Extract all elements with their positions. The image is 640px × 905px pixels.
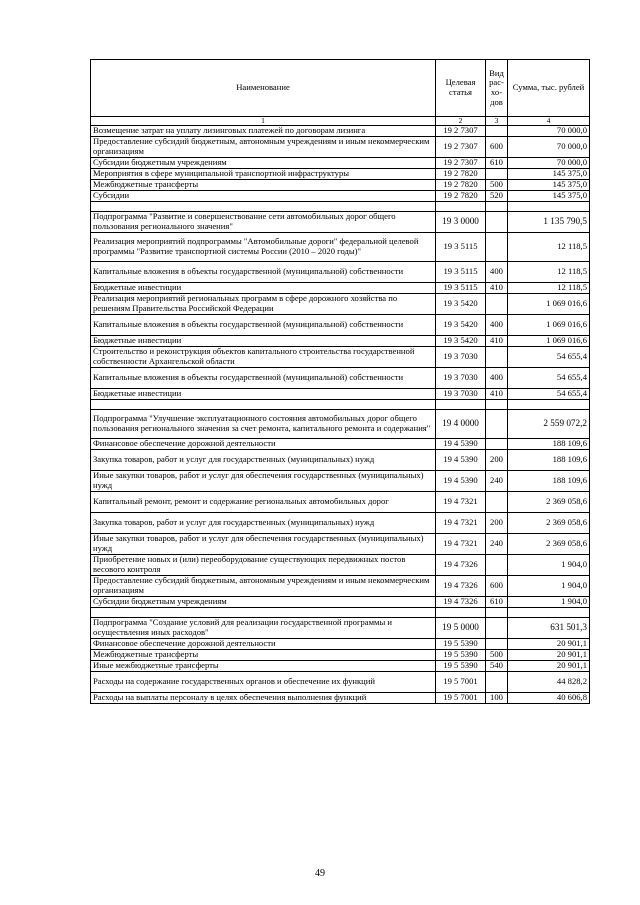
table-row <box>91 576 590 597</box>
row-code: 19 3 5115 <box>436 233 486 262</box>
row-expense-type: 400 <box>486 262 508 283</box>
table-row <box>91 137 590 158</box>
row-expense-type <box>486 639 508 650</box>
row-name: Расходы на содержание государственных органов и обеспечение их функций <box>91 672 436 693</box>
row-sum: 145 375,0 <box>508 180 590 191</box>
row-sum: 54 655,4 <box>508 368 590 389</box>
row-expense-type <box>486 233 508 262</box>
table-row <box>91 262 590 283</box>
row-name: Бюджетные инвестиции <box>91 336 436 347</box>
row-sum: 12 118,5 <box>508 283 590 294</box>
row-code: 19 5 5390 <box>436 639 486 650</box>
row-sum: 40 606,8 <box>508 693 590 704</box>
row-sum: 20 901,1 <box>508 639 590 650</box>
row-name: Подпрограмма "Развитие и совершенствование сети автомобильных дорог общего пользования регионального значения" <box>91 212 436 233</box>
table-row <box>91 661 590 672</box>
row-code: 19 3 7030 <box>436 368 486 389</box>
row-code: 19 4 7321 <box>436 513 486 534</box>
header-expense-type: Вид рас-хо-дов <box>486 60 508 117</box>
row-code: 19 5 7001 <box>436 693 486 704</box>
row-expense-type: 520 <box>486 191 508 202</box>
row-expense-type <box>486 555 508 576</box>
row-sum: 70 000,0 <box>508 126 590 137</box>
page-number: 49 <box>315 868 325 879</box>
table-row <box>91 650 590 661</box>
row-code: 19 2 7820 <box>436 169 486 180</box>
row-expense-type <box>486 212 508 233</box>
row-expense-type: 610 <box>486 158 508 169</box>
row-sum: 188 109,6 <box>508 471 590 492</box>
row-code: 19 5 5390 <box>436 650 486 661</box>
table-row <box>91 283 590 294</box>
row-expense-type <box>486 672 508 693</box>
column-number-row <box>91 117 590 126</box>
subprogram-row <box>91 618 590 639</box>
row-name: Подпрограмма "Создание условий для реализации государственной программы и осуществления иных расходов" <box>91 618 436 639</box>
row-code: 19 3 5420 <box>436 336 486 347</box>
table-row <box>91 158 590 169</box>
row-expense-type <box>486 294 508 315</box>
row-name: Подпрограмма "Улучшение эксплуатационного состояния автомобильных дорог общего пользования регионального значения за счет ремонта, капитального ремонта и содержания" <box>91 410 436 439</box>
row-code: 19 4 7326 <box>436 576 486 597</box>
row-name: Капитальные вложения в объекты государственной (муниципальной) собственности <box>91 262 436 283</box>
row-name: Финансовое обеспечение дорожной деятельности <box>91 439 436 450</box>
row-expense-type <box>486 439 508 450</box>
row-code: 19 2 7820 <box>436 191 486 202</box>
spacer-row <box>91 608 590 618</box>
row-name: Субсидии бюджетным учреждениям <box>91 597 436 608</box>
row-name: Иные межбюджетные трансферты <box>91 661 436 672</box>
row-code: 19 2 7307 <box>436 126 486 137</box>
row-name: Реализация мероприятий региональных программ в сфере дорожного хозяйства по решениям Правительства Российской Федерации <box>91 294 436 315</box>
table-row <box>91 191 590 202</box>
row-code: 19 3 5115 <box>436 262 486 283</box>
table-row <box>91 169 590 180</box>
header-target-article: Целевая статья <box>436 60 486 117</box>
table-row <box>91 672 590 693</box>
row-sum: 2 559 072,2 <box>508 410 590 439</box>
row-sum: 1 069 016,6 <box>508 315 590 336</box>
row-code: 19 4 7321 <box>436 492 486 513</box>
row-sum: 54 655,4 <box>508 389 590 400</box>
row-expense-type <box>486 126 508 137</box>
row-sum: 70 000,0 <box>508 158 590 169</box>
row-code: 19 3 7030 <box>436 389 486 400</box>
row-code: 19 3 0000 <box>436 212 486 233</box>
table-row <box>91 492 590 513</box>
table-row <box>91 534 590 555</box>
row-name: Субсидии бюджетным учреждениям <box>91 158 436 169</box>
row-sum: 20 901,1 <box>508 650 590 661</box>
row-expense-type <box>486 618 508 639</box>
column-number: 4 <box>508 117 590 126</box>
row-name: Субсидии <box>91 191 436 202</box>
row-sum: 2 369 058,6 <box>508 513 590 534</box>
row-code: 19 2 7307 <box>436 158 486 169</box>
row-expense-type: 410 <box>486 283 508 294</box>
row-sum: 1 904,0 <box>508 576 590 597</box>
row-code: 19 2 7307 <box>436 137 486 158</box>
header-sum: Сумма, тыс. рублей <box>508 60 590 117</box>
row-name: Капитальный ремонт, ремонт и содержание региональных автомобильных дорог <box>91 492 436 513</box>
row-expense-type: 100 <box>486 693 508 704</box>
table-row <box>91 389 590 400</box>
row-name: Предоставление субсидий бюджетным, автономным учреждениям и иным некоммерческим организациям <box>91 576 436 597</box>
row-sum: 1 904,0 <box>508 555 590 576</box>
row-expense-type: 500 <box>486 180 508 191</box>
row-sum: 1 135 790,5 <box>508 212 590 233</box>
row-code: 19 3 5420 <box>436 294 486 315</box>
row-code: 19 4 5390 <box>436 439 486 450</box>
row-code: 19 4 7326 <box>436 597 486 608</box>
column-number: 2 <box>436 117 486 126</box>
row-sum: 1 904,0 <box>508 597 590 608</box>
table-row <box>91 450 590 471</box>
row-code: 19 4 0000 <box>436 410 486 439</box>
row-sum: 631 501,3 <box>508 618 590 639</box>
row-name: Бюджетные инвестиции <box>91 283 436 294</box>
table-row <box>91 597 590 608</box>
row-code: 19 2 7820 <box>436 180 486 191</box>
row-code: 19 4 7321 <box>436 534 486 555</box>
row-name: Строительство и реконструкция объектов капитального строительства государственной собственности Архангельской области <box>91 347 436 368</box>
row-sum: 145 375,0 <box>508 191 590 202</box>
row-code: 19 5 0000 <box>436 618 486 639</box>
row-name: Иные закупки товаров, работ и услуг для обеспечения государственных (муниципальных) нужд <box>91 471 436 492</box>
row-sum: 44 828,2 <box>508 672 590 693</box>
table-row <box>91 693 590 704</box>
row-expense-type <box>486 492 508 513</box>
table-row <box>91 126 590 137</box>
column-number: 1 <box>91 117 436 126</box>
row-expense-type: 540 <box>486 661 508 672</box>
row-sum: 1 069 016,6 <box>508 294 590 315</box>
header-name: Наименование <box>91 60 436 117</box>
table-row <box>91 555 590 576</box>
table-header-row <box>91 60 590 117</box>
row-expense-type <box>486 169 508 180</box>
row-code: 19 4 5390 <box>436 450 486 471</box>
row-expense-type: 240 <box>486 471 508 492</box>
column-number: 3 <box>486 117 508 126</box>
row-name: Мероприятия в сфере муниципальной транспортной инфраструктуры <box>91 169 436 180</box>
budget-table <box>90 59 590 704</box>
row-expense-type: 200 <box>486 450 508 471</box>
row-name: Реализация мероприятий подпрограммы "Автомобильные дороги" федеральной целевой программы "Развитие транспортной системы России (2010 – 2020 годы)" <box>91 233 436 262</box>
table-row <box>91 471 590 492</box>
row-code: 19 4 7326 <box>436 555 486 576</box>
table-row <box>91 439 590 450</box>
row-name: Капитальные вложения в объекты государственной (муниципальной) собственности <box>91 315 436 336</box>
spacer-row <box>91 400 590 410</box>
row-sum: 20 901,1 <box>508 661 590 672</box>
row-code: 19 3 7030 <box>436 347 486 368</box>
row-expense-type: 240 <box>486 534 508 555</box>
row-name: Закупка товаров, работ и услуг для государственных (муниципальных) нужд <box>91 513 436 534</box>
row-sum: 188 109,6 <box>508 439 590 450</box>
row-name: Предоставление субсидий бюджетным, автономным учреждениям и иным некоммерческим организациям <box>91 137 436 158</box>
row-name: Финансовое обеспечение дорожной деятельности <box>91 639 436 650</box>
row-name: Приобретение новых и (или) переоборудование существующих передвижных постов весового контроля <box>91 555 436 576</box>
row-expense-type: 600 <box>486 137 508 158</box>
row-expense-type: 200 <box>486 513 508 534</box>
row-sum: 54 655,4 <box>508 347 590 368</box>
row-code: 19 4 5390 <box>436 471 486 492</box>
table-row <box>91 233 590 262</box>
table-row <box>91 336 590 347</box>
row-code: 19 3 5420 <box>436 315 486 336</box>
row-name: Межбюджетные трансферты <box>91 650 436 661</box>
row-code: 19 5 7001 <box>436 672 486 693</box>
row-expense-type: 500 <box>486 650 508 661</box>
row-name: Возмещение затрат на уплату лизинговых платежей по договорам лизинга <box>91 126 436 137</box>
row-expense-type: 410 <box>486 336 508 347</box>
row-sum: 2 369 058,6 <box>508 492 590 513</box>
table-row <box>91 639 590 650</box>
row-expense-type: 600 <box>486 576 508 597</box>
row-expense-type: 610 <box>486 597 508 608</box>
row-sum: 70 000,0 <box>508 137 590 158</box>
table-row <box>91 294 590 315</box>
row-expense-type: 410 <box>486 389 508 400</box>
row-sum: 145 375,0 <box>508 169 590 180</box>
table-row <box>91 180 590 191</box>
row-name: Закупка товаров, работ и услуг для государственных (муниципальных) нужд <box>91 450 436 471</box>
row-sum: 188 109,6 <box>508 450 590 471</box>
row-name: Бюджетные инвестиции <box>91 389 436 400</box>
row-expense-type <box>486 347 508 368</box>
row-name: Иные закупки товаров, работ и услуг для обеспечения государственных (муниципальных) нужд <box>91 534 436 555</box>
row-code: 19 3 5115 <box>436 283 486 294</box>
spacer-row <box>91 202 590 212</box>
row-sum: 12 118,5 <box>508 262 590 283</box>
row-name: Капитальные вложения в объекты государственной (муниципальной) собственности <box>91 368 436 389</box>
row-sum: 1 069 016,6 <box>508 336 590 347</box>
row-name: Расходы на выплаты персоналу в целях обеспечения выполнения функций <box>91 693 436 704</box>
table-row <box>91 347 590 368</box>
row-sum: 12 118,5 <box>508 233 590 262</box>
table-row <box>91 315 590 336</box>
table-row <box>91 368 590 389</box>
subprogram-row <box>91 212 590 233</box>
row-name: Межбюджетные трансферты <box>91 180 436 191</box>
row-expense-type: 400 <box>486 315 508 336</box>
subprogram-row <box>91 410 590 439</box>
table-row <box>91 513 590 534</box>
row-code: 19 5 5390 <box>436 661 486 672</box>
row-expense-type <box>486 410 508 439</box>
row-sum: 2 369 058,6 <box>508 534 590 555</box>
row-expense-type: 400 <box>486 368 508 389</box>
